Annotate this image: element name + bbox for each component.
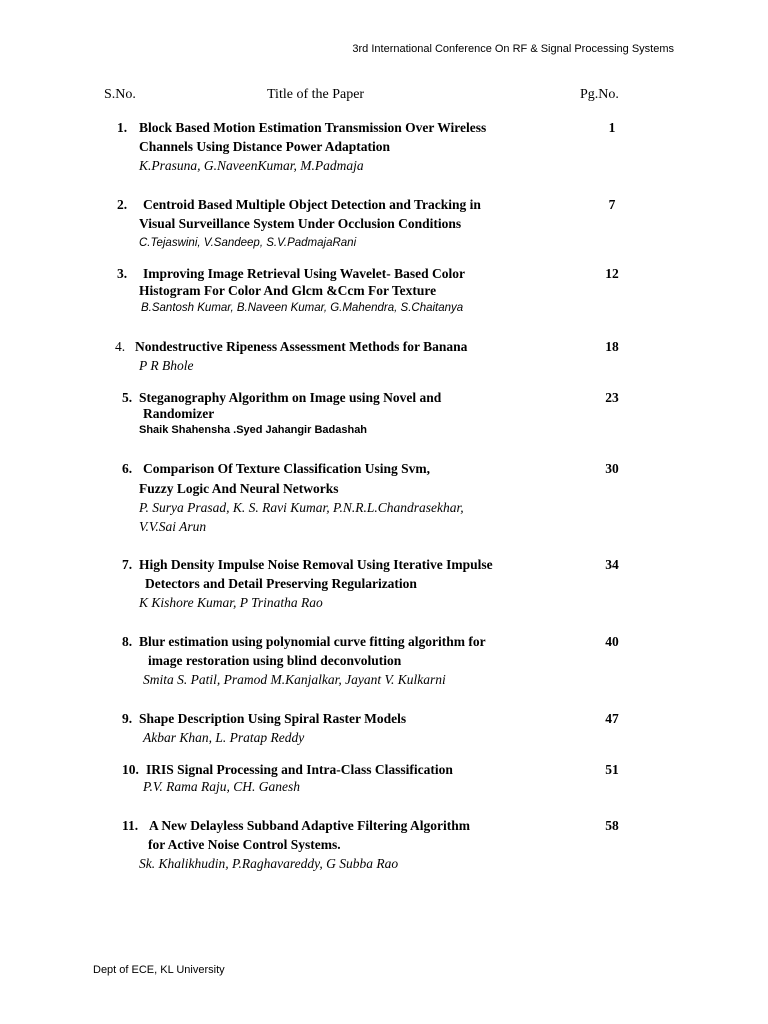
entry-title-line: Comparison Of Texture Classification Using Svm, <box>143 461 431 476</box>
column-header-sno: S.No. <box>104 87 136 102</box>
entry-authors: P R Bhole <box>139 358 194 373</box>
entry-title-line: Centroid Based Multiple Object Detection and Tracking in <box>143 197 481 212</box>
entry-number: 8. <box>122 634 133 649</box>
entry-authors: C.Tejaswini, V.Sandeep, S.V.PadmajaRani <box>139 237 357 249</box>
entry-title-line: A New Delayless Subband Adaptive Filtering Algorithm <box>149 818 471 833</box>
entry-authors: K Kishore Kumar, P Trinatha Rao <box>139 595 323 610</box>
entry-page-number: 47 <box>605 711 619 726</box>
entry-number: 11. <box>122 818 139 833</box>
page-footer: Dept of ECE, KL University <box>93 964 225 976</box>
entry-authors: Smita S. Patil, Pramod M.Kanjalkar, Jayant V. Kulkarni <box>143 672 446 687</box>
entry-page-number: 51 <box>605 762 619 777</box>
entry-title-line: Improving Image Retrieval Using Wavelet- Based Color <box>143 266 465 281</box>
entry-authors: Sk. Khalikhudin, P.Raghavareddy, G Subba Rao <box>139 856 399 871</box>
entry-number: 6. <box>122 461 133 476</box>
entry-page-number: 7 <box>608 197 616 212</box>
entry-page-number: 40 <box>605 634 619 649</box>
entry-number: 10. <box>122 762 139 777</box>
column-header-pgno: Pg.No. <box>580 87 619 102</box>
entry-number: 9. <box>122 711 133 726</box>
entry-page-number: 12 <box>605 266 619 281</box>
entry-title-line: Shape Description Using Spiral Raster Models <box>139 711 407 726</box>
entry-page-number: 1 <box>608 120 616 135</box>
entry-page-number: 34 <box>605 557 619 572</box>
entry-page-number: 23 <box>605 390 619 405</box>
entry-number: 3. <box>117 266 128 281</box>
entry-title-line: Steganography Algorithm on Image using Novel and <box>139 390 442 405</box>
entry-title-line: High Density Impulse Noise Removal Using Iterative Impulse <box>139 557 493 572</box>
entry-title-line: Nondestructive Ripeness Assessment Methods for Banana <box>135 339 468 354</box>
entry-title-line: for Active Noise Control Systems. <box>148 837 341 852</box>
entry-title-line: Fuzzy Logic And Neural Networks <box>139 481 339 496</box>
entry-page-number: 18 <box>605 339 619 354</box>
entry-title-line: IRIS Signal Processing and Intra-Class Classification <box>146 762 453 777</box>
entry-title-line: Visual Surveillance System Under Occlusion Conditions <box>139 216 462 231</box>
entry-title-line: Detectors and Detail Preserving Regularization <box>145 576 417 591</box>
entry-number: 5. <box>122 390 133 405</box>
entry-authors: Shaik Shahensha .Syed Jahangir Badashah <box>139 424 368 436</box>
running-header: 3rd International Conference On RF & Signal Processing Systems <box>352 43 674 55</box>
entry-page-number: 58 <box>605 818 619 833</box>
entry-authors: B.Santosh Kumar, B.Naveen Kumar, G.Mahendra, S.Chaitanya <box>141 302 464 314</box>
entry-authors: Akbar Khan, L. Pratap Reddy <box>143 730 305 745</box>
entry-page-number: 30 <box>605 461 619 476</box>
entry-title-line: Randomizer <box>143 406 215 421</box>
entry-authors: V.V.Sai Arun <box>139 519 207 534</box>
entry-number: 1. <box>117 120 128 135</box>
entry-title-line: Blur estimation using polynomial curve fitting algorithm for <box>139 634 486 649</box>
column-header-title: Title of the Paper <box>267 87 365 102</box>
entry-number: 4. <box>115 339 126 354</box>
entry-number: 2. <box>117 197 128 212</box>
entry-title-line: Histogram For Color And Glcm &Ccm For Texture <box>139 283 437 298</box>
entry-authors: P. Surya Prasad, K. S. Ravi Kumar, P.N.R.L.Chandrasekhar, <box>139 500 464 515</box>
entry-title-line: Block Based Motion Estimation Transmission Over Wireless <box>139 120 487 135</box>
entry-authors: P.V. Rama Raju, CH. Ganesh <box>143 779 301 794</box>
entry-authors: K.Prasuna, G.NaveenKumar, M.Padmaja <box>139 158 364 173</box>
entry-title-line: image restoration using blind deconvolution <box>148 653 402 668</box>
entry-number: 7. <box>122 557 133 572</box>
entry-title-line: Channels Using Distance Power Adaptation <box>139 139 391 154</box>
